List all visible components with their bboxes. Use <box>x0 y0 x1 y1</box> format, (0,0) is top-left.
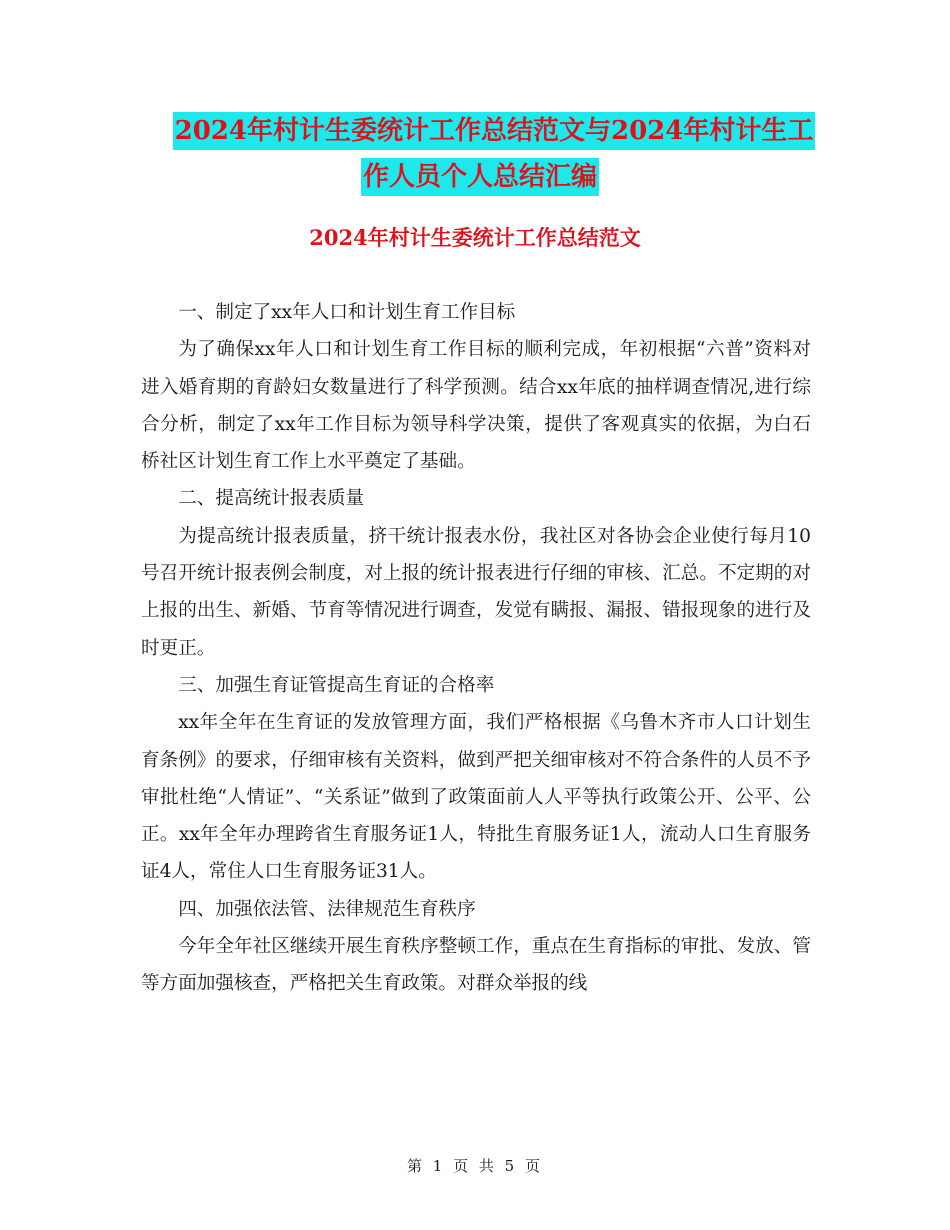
paragraph-4: 今年全年社区继续开展生育秩序整顿工作，重点在生育指标的审批、发放、管等方面加强核查，严格把关生育政策。对群众举报的线 <box>141 936 811 995</box>
page-footer: 第 1 页 共 5 页 <box>407 1157 543 1175</box>
title-line-1: 2024年村计生委统计工作总结范文与2024年村计生工 <box>173 112 816 150</box>
heading-4: 四、加强依法管、法律规范生育秩序 <box>178 898 476 920</box>
paragraph-1: 为了确保xx年人口和计划生育工作目标的顺利完成，年初根据“六普”资料对进入婚育期的育龄妇女数量进行了科学预测。结合xx年底的抽样调查情况,进行综合分析，制定了xx年工作目标为领导科学决策，提供了客观真实的依据，为白石桥社区计划生育工作上水平奠定了基础。 <box>141 339 811 473</box>
paragraph-3: xx年全年在生育证的发放管理方面，我们严格根据《乌鲁木齐市人口计划生育条例》的要求，仔细审核有关资料，做到严把关细审核对不符合条件的人员不予审批杜绝“人情证”、“关系证”做到了政策面前人人平等执行政策公开、公平、公正。xx年全年办理跨省生育服务证1人，特批生育服务证1人，流动人口生育服务证4人，常住人口生育服务证31人。 <box>141 712 811 883</box>
section-title: 2024年村计生委统计工作总结范文 <box>309 225 641 250</box>
heading-1: 一、制定了xx年人口和计划生育工作目标 <box>178 302 516 323</box>
heading-3: 三、加强生育证管提高生育证的合格率 <box>178 674 495 696</box>
title-line-2: 作人员个人总结汇编 <box>361 158 599 196</box>
paragraph-2: 为提高统计报表质量，挤干统计报表水份，我社区对各协会企业使行每月10号召开统计报表例会制度，对上报的统计报表进行仔细的审核、汇总。不定期的对上报的出生、新婚、节育等情况进行调查，发觉有瞒报、漏报、错报现象的进行及时更正。 <box>141 525 811 659</box>
document-title <box>0 112 950 196</box>
heading-2: 二、提高统计报表质量 <box>178 488 365 510</box>
document-body <box>141 294 811 1003</box>
